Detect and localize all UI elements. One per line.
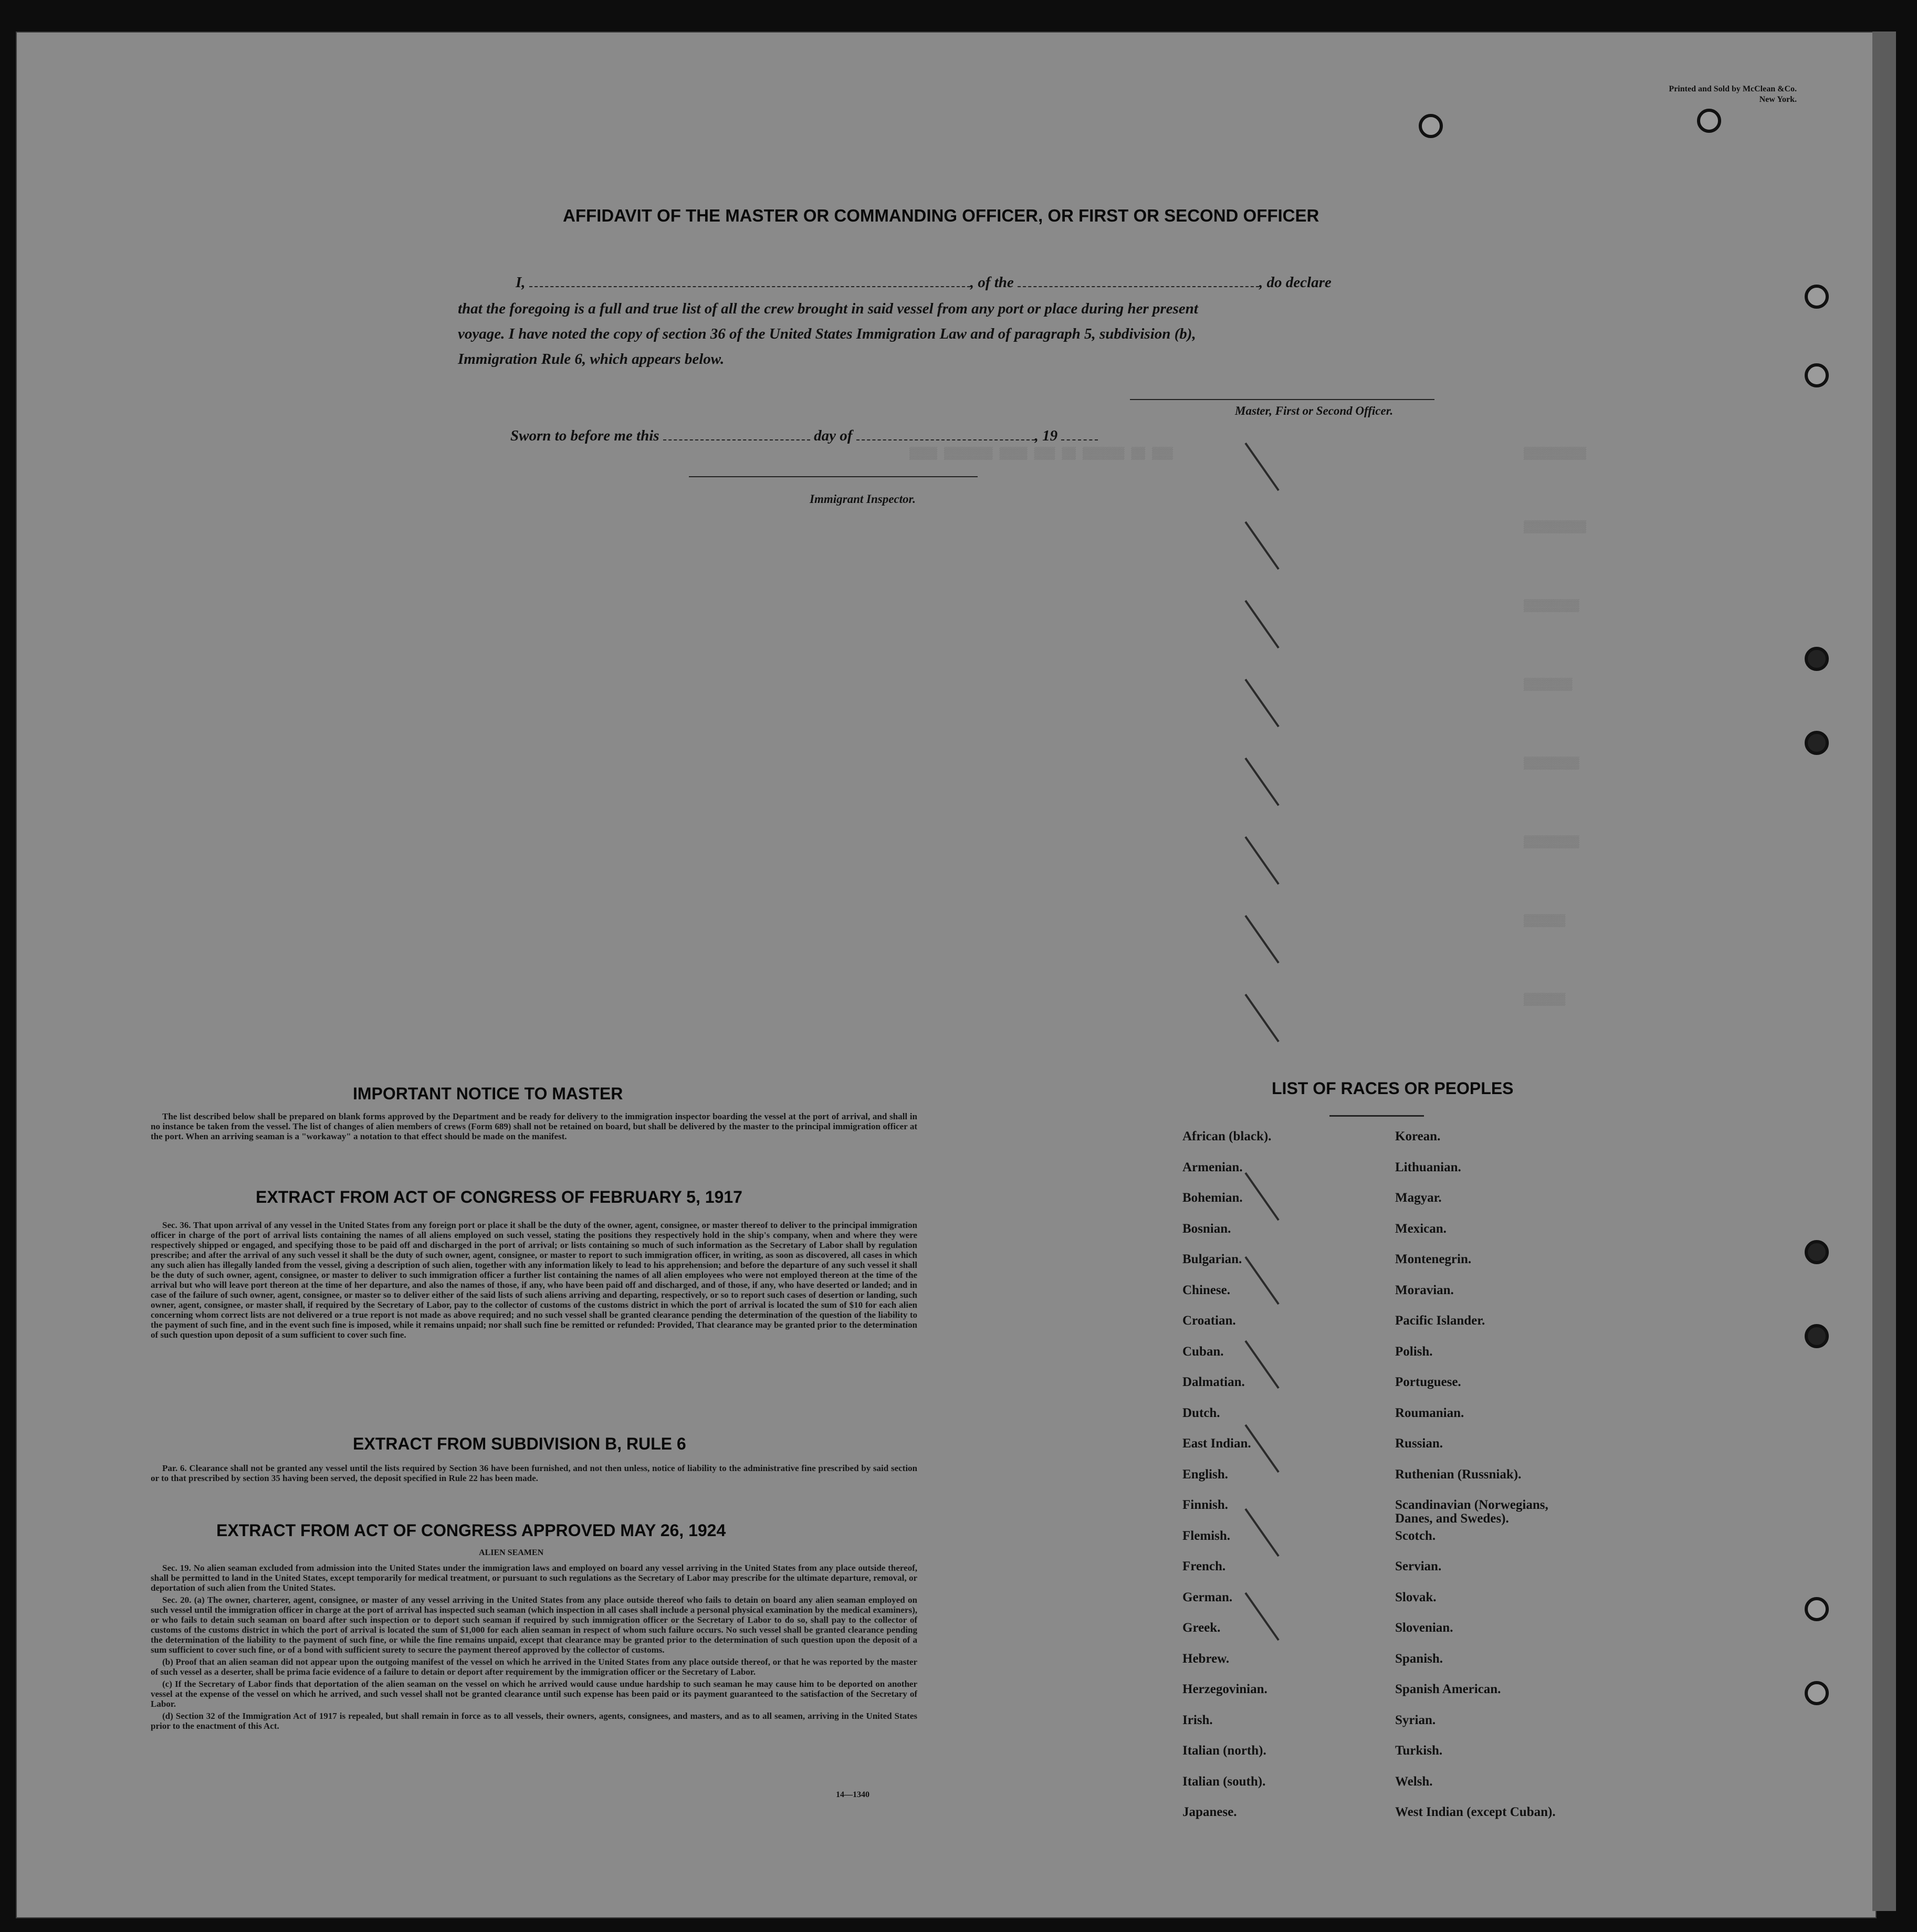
- bleed-through-text: ▒▒▒▒▒▒▒▒: [1524, 757, 1579, 770]
- sec-20a-paragraph: Sec. 20. (a) The owner, charterer, agent, consignee, or master of any vessel arriving in the United States from any place outside thereof who fails to detain on board any alien seaman employed on such vessel until the immigration officer in charge at the port of arrival has inspected such seaman (which inspection in all cases shall include a personal physical examination by the medical examiners), or who fails to detain such seaman on board after such inspection or to deport such seaman if required by such immigration officer or the Secretary of Labor to do so, shall pay to the collector of customs of the customs district in which the port of arrival is located the sum of $1,000 for each alien seaman in respect of whom such failure occurs. No such vessel shall be granted clearance pending the determination of the liability to the payment of such fine, or while the fine remains unpaid, except that clearance may be granted prior to the determination of such question upon the deposit of a sum sufficient to cover such fine, or of a bond with sufficient surety to secure the payment thereof approved by the collector of customs.: [151, 1595, 917, 1655]
- race-item: Montenegrin.: [1395, 1252, 1472, 1266]
- punch-hole: [1805, 1597, 1829, 1621]
- race-item: Croatian.: [1182, 1314, 1236, 1328]
- manifest-sheet: [16, 32, 1877, 1918]
- notice-body: [151, 1111, 917, 1143]
- sworn-year-blank[interactable]: [1061, 429, 1098, 440]
- punch-hole: [1805, 363, 1829, 387]
- race-item: Italian (north).: [1182, 1744, 1266, 1758]
- extract-1924-subtitle: ALIEN SEAMEN: [479, 1548, 544, 1557]
- race-item: Welsh.: [1395, 1774, 1433, 1789]
- race-item: Pacific Islander.: [1395, 1314, 1485, 1328]
- printer-credit-line1: Printed and Sold by McClean &Co.: [1669, 85, 1797, 93]
- race-item: Roumanian.: [1395, 1405, 1464, 1420]
- race-item: East Indian.: [1182, 1436, 1251, 1451]
- race-item: Hebrew.: [1182, 1651, 1230, 1666]
- affidavit-i: I,: [516, 274, 526, 291]
- sec-19-paragraph: Sec. 19. No alien seaman excluded from admission into the United States under the immigration laws and employed on board any vessel arriving in the United States from any place outside thereof, shall be permitted to land in the United States, except temporarily for medical treatment, or pursuant to such regulations as the Secretary of Labor may prescribe for the ultimate departure, removal, or deportation of such alien from the United States.: [151, 1563, 917, 1593]
- race-item: Servian.: [1395, 1559, 1442, 1573]
- check-mark: [1244, 679, 1279, 727]
- race-item: Dutch.: [1182, 1405, 1220, 1420]
- sworn-line: [510, 427, 1098, 445]
- check-mark: [1244, 1592, 1279, 1641]
- check-mark: [1244, 1508, 1279, 1557]
- race-item: Japanese.: [1182, 1805, 1237, 1819]
- race-item: Spanish.: [1395, 1651, 1443, 1666]
- race-item: Bohemian.: [1182, 1191, 1243, 1205]
- bleed-through-text: ▒▒▒▒▒▒▒▒: [1524, 836, 1579, 849]
- race-item: Scandinavian (Norwegians,: [1395, 1498, 1548, 1512]
- race-item: Polish.: [1395, 1344, 1433, 1359]
- check-mark: [1244, 521, 1279, 570]
- sworn-prefix: Sworn to before me this: [510, 427, 659, 444]
- race-item: Greek.: [1182, 1621, 1221, 1635]
- sworn-year: , 19: [1034, 427, 1058, 444]
- affidavit-title: AFFIDAVIT OF THE MASTER OR COMMANDING OFFICER, OR FIRST OR SECOND OFFICER: [563, 206, 1319, 225]
- notice-paragraph: The list described below shall be prepared on blank forms approved by the Department and be ready for delivery to the immigration inspector boarding the vessel at the port of arrival, and shall in no instance be taken from the vessel. The list of changes of alien members of crews (Form 689) shall not be retained on board, but shall be delivered by the master to the principal immigration officer at the port. When an arriving seaman is a "workaway" a notation to that effect should be made on the manifest.: [151, 1111, 917, 1141]
- races-title: LIST OF RACES OR PEOPLES: [1272, 1079, 1514, 1098]
- affidavit-line-1: [516, 274, 1332, 291]
- race-item: Chinese.: [1182, 1283, 1230, 1297]
- race-item: Ruthenian (Russniak).: [1395, 1467, 1522, 1482]
- race-item: Moravian.: [1395, 1283, 1454, 1297]
- printer-credit: [1576, 84, 1797, 105]
- race-item: African (black).: [1182, 1129, 1272, 1143]
- race-item: Russian.: [1395, 1436, 1443, 1451]
- affidavit-of-the: , of the: [970, 274, 1014, 291]
- extract-1924-title: EXTRACT FROM ACT OF CONGRESS APPROVED MAY 26, 1924: [216, 1521, 726, 1540]
- check-mark: [1244, 1256, 1279, 1305]
- bleed-through-text: ▒▒▒▒▒▒: [1524, 993, 1566, 1006]
- punch-hole: [1805, 1324, 1829, 1348]
- race-item: Finnish.: [1182, 1498, 1228, 1512]
- sec-20b-paragraph: (b) Proof that an alien seaman did not appear upon the outgoing manifest of the vessel on which he arrived in the United States from any place outside thereof, or that he was reported by the master of such vessel as a deserter, shall be prima facie evidence of a failure to detain or deport after requirement by the immigration officer or the Secretary of Labor.: [151, 1657, 917, 1677]
- check-mark: [1244, 836, 1279, 885]
- races-title-rule: [1329, 1115, 1424, 1117]
- sworn-day-of: day of: [814, 427, 853, 444]
- race-item: French.: [1182, 1559, 1226, 1573]
- race-item: Korean.: [1395, 1129, 1441, 1143]
- printer-credit-line2: New York.: [1759, 95, 1797, 104]
- race-item: Irish.: [1182, 1713, 1213, 1727]
- punch-hole: [1805, 285, 1829, 309]
- extract-rule6-title: EXTRACT FROM SUBDIVISION B, RULE 6: [353, 1434, 686, 1453]
- check-mark: [1244, 600, 1279, 648]
- extract-1917-body: [151, 1220, 917, 1342]
- bleed-through-text: ▒▒▒▒▒▒▒▒▒: [1524, 521, 1586, 534]
- sworn-day-blank[interactable]: [663, 429, 810, 440]
- affidavit-line-4: Immigration Rule 6, which appears below.: [458, 351, 725, 368]
- bleed-through-text: ▒▒▒▒▒▒: [1524, 915, 1566, 928]
- name-blank[interactable]: [529, 276, 970, 287]
- race-item: Armenian.: [1182, 1160, 1243, 1174]
- master-signature-label: Master, First or Second Officer.: [1235, 404, 1394, 417]
- race-item: Slovak.: [1395, 1590, 1437, 1604]
- race-item: Mexican.: [1395, 1221, 1447, 1236]
- bleed-through-text: ▒▒▒▒ ▒▒▒▒▒▒▒ ▒▒▒▒ ▒▒▒ ▒▒ ▒▒▒▒▒▒ ▒▒ ▒▒▒: [909, 447, 1173, 460]
- race-item: West Indian (except Cuban).: [1395, 1805, 1556, 1819]
- vessel-blank[interactable]: [1018, 276, 1259, 287]
- race-item: Turkish.: [1395, 1744, 1443, 1758]
- check-mark: [1244, 915, 1279, 963]
- punch-hole: [1805, 731, 1829, 755]
- extract-rule6-body: [151, 1463, 917, 1485]
- page-edge-shadow: [1872, 32, 1896, 1911]
- race-item: Cuban.: [1182, 1344, 1224, 1359]
- sworn-month-blank[interactable]: [856, 429, 1035, 440]
- race-item: Bosnian.: [1182, 1221, 1231, 1236]
- punch-hole: [1419, 114, 1443, 138]
- punch-hole: [1805, 1681, 1829, 1705]
- bleed-through-text: ▒▒▒▒▒▒▒: [1524, 678, 1573, 691]
- check-mark: [1244, 443, 1279, 491]
- sec-20c-paragraph: (c) If the Secretary of Labor finds that deportation of the alien seaman on the vessel on which he arrived would cause undue hardship to such seaman he may cause him to be deported on another vessel at the expense of the vessel on which he arrived, and such vessel shall not be granted clearance until such expense has been paid or its payment guaranteed to the satisfaction of the Secretary of Labor.: [151, 1679, 917, 1709]
- race-item: Flemish.: [1182, 1528, 1230, 1543]
- race-item: German.: [1182, 1590, 1233, 1604]
- bleed-through-text: ▒▒▒▒▒▒▒▒▒: [1524, 447, 1586, 460]
- punch-hole: [1805, 1240, 1829, 1264]
- race-item: Herzegovinian.: [1182, 1682, 1267, 1696]
- inspector-signature-line[interactable]: [689, 476, 978, 477]
- race-item: Dalmatian.: [1182, 1375, 1245, 1389]
- race-item: Scotch.: [1395, 1528, 1436, 1543]
- affidavit-line-2: that the foregoing is a full and true list of all the crew brought in said vessel from any port or place during her present: [458, 300, 1198, 317]
- check-mark: [1244, 1340, 1279, 1389]
- bleed-through-text: ▒▒▒▒▒▒▒▒: [1524, 600, 1579, 613]
- race-item: Syrian.: [1395, 1713, 1436, 1727]
- master-signature-line[interactable]: [1130, 399, 1434, 400]
- extract-1917-paragraph: Sec. 36. That upon arrival of any vessel in the United States from any foreign port or place it shall be the duty of the owner, agent, consignee, or master thereof to deliver to the principal immigration officer in charge of the port of arrival lists containing the names of all aliens employed on such vessel, stating the positions they respectively hold in the ship's company, when and where they were respectively shipped or engaged, and specifying those to be paid off and discharged in the port of arrival; or lists containing so much of such information as the Secretary of Labor shall by regulation prescribe; and after the arrival of any such vessel it shall be the duty of such owner, agent, consignee, or master to report to such immigration officer, in writing, as soon as discovered, all cases in which any such alien has illegally landed from the vessel, giving a description of such alien, together with any information likely to lead to his apprehension; and before the departure of any such vessel it shall be the duty of such owner, agent, consignee, or master to deliver to such immigration officer a further list containing the names of all alien employees who were not employed thereon at the time of the arrival but who will leave port thereon at the time of her departure, and also the names of those, if any, who have been paid off and discharged, and of those, if any, who have deserted or landed; and in case of the failure of such owner, agent, consignee, or master so to deliver either of the said lists of such aliens arriving and departing, respectively, or so to report such cases of desertion or landing, such owner, agent, consignee, or master shall, if required by the Secretary of Labor, pay to the collector of customs of the customs district in which the port of arrival is located the sum of $10 for each alien concerning whom correct lists are not delivered or a true report is not made as above required; and no such vessel shall be granted clearance pending the determination of the question of the liability to the payment of such fine, and in the event such fine is imposed, while it remains unpaid; nor shall such fine be remitted or refunded: Provided, That clearance may be granted prior to the determination of such question upon deposit of a sum sufficient to cover such fine.: [151, 1220, 917, 1340]
- race-item: Spanish American.: [1395, 1682, 1501, 1696]
- race-item: English.: [1182, 1467, 1228, 1482]
- race-item: Magyar.: [1395, 1191, 1442, 1205]
- punch-hole: [1805, 647, 1829, 671]
- form-number: 14—1340: [836, 1790, 870, 1799]
- race-item: Lithuanian.: [1395, 1160, 1461, 1174]
- affidavit-line-3: voyage. I have noted the copy of section 36 of the United States Immigration Law and of paragraph 5, subdivision (b),: [458, 326, 1196, 342]
- check-mark: [1244, 758, 1279, 806]
- inspector-label: Immigrant Inspector.: [810, 492, 916, 506]
- race-item: Italian (south).: [1182, 1774, 1266, 1789]
- extract-rule6-paragraph: Par. 6. Clearance shall not be granted any vessel until the lists required by Section 36 have been furnished, and not then unless, notice of liability to the administrative fine prescribed by said section or to that prescribed by section 35 having been served, the deposit specified in Rule 22 has been made.: [151, 1463, 917, 1483]
- punch-hole: [1697, 109, 1721, 133]
- race-item: Portuguese.: [1395, 1375, 1461, 1389]
- race-item: Slovenian.: [1395, 1621, 1453, 1635]
- extract-1917-title: EXTRACT FROM ACT OF CONGRESS OF FEBRUARY 5, 1917: [256, 1188, 742, 1206]
- race-item: Danes, and Swedes).: [1395, 1511, 1509, 1526]
- race-item: Bulgarian.: [1182, 1252, 1242, 1266]
- check-mark: [1244, 994, 1279, 1042]
- extract-1924-body: [151, 1563, 917, 1733]
- affidavit-do-declare: , do declare: [1259, 274, 1332, 291]
- notice-title: IMPORTANT NOTICE TO MASTER: [353, 1084, 623, 1103]
- sec-20d-paragraph: (d) Section 32 of the Immigration Act of 1917 is repealed, but shall remain in force as to all vessels, their owners, agents, consignees, and masters, and as to all seamen, arriving in the United States prior to the enactment of this Act.: [151, 1711, 917, 1731]
- check-mark: [1244, 1172, 1279, 1221]
